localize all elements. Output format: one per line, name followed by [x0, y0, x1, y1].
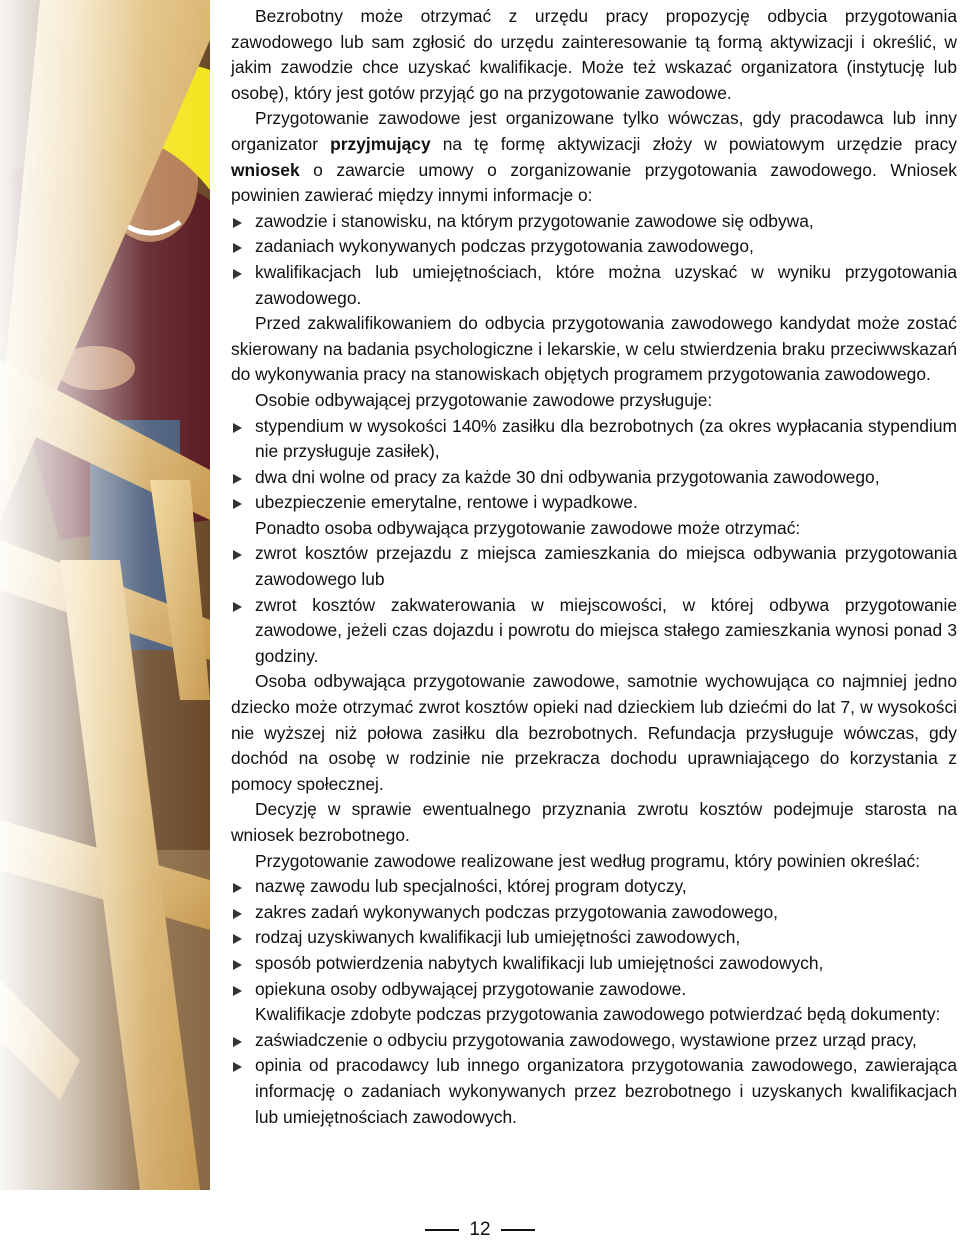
- list-item: zawodzie i stanowisku, na którym przygotowanie zawodowe się odbywa,: [231, 209, 957, 235]
- list-item: zwrot kosztów przejazdu z miejsca zamieszkania do miejsca odbywania przygotowania zawodowego lub: [231, 541, 957, 592]
- page-number: 12: [469, 1219, 491, 1240]
- list-item: sposób potwierdzenia nabytych kwalifikacji lub umiejętności zawodowych,: [231, 951, 957, 977]
- dash-decoration: [425, 1229, 459, 1231]
- list-item: nazwę zawodu lub specjalności, której program dotyczy,: [231, 874, 957, 900]
- paragraph: Bezrobotny może otrzymać z urzędu pracy propozycję odbycia przygotowania zawodowego lub sam zgłosić do urzędu zainteresowanie tą formą aktywizacji i określić, w jakim zawodzie chce uzyskać kwalifikacje. Może też wskazać organizatora (instytucję lub osobę), który jest gotów przyjąć go na przygotowanie zawodowe.: [231, 6, 957, 103]
- list-item: dwa dni wolne od pracy za każde 30 dni odbywania przygotowania zawodowego,: [231, 465, 957, 491]
- list-item: zakres zadań wykonywanych podczas przygotowania zawodowego,: [231, 900, 957, 926]
- body-text: [231, 4, 957, 1130]
- paragraph: Decyzję w sprawie ewentualnego przyznania zwrotu kosztów podejmuje starosta na wniosek bezrobotnego.: [231, 799, 957, 845]
- bold-term: przyjmujący: [330, 133, 431, 154]
- list-item: ubezpieczenie emerytalne, rentowe i wypadkowe.: [231, 490, 957, 516]
- paragraph: Ponadto osoba odbywająca przygotowanie zawodowe może otrzymać:: [255, 517, 801, 538]
- page-footer: [0, 1218, 960, 1242]
- construction-worker-photo: [0, 0, 210, 1190]
- paragraph: Przygotowanie zawodowe jest organizowane tylko wówczas, gdy pracodawca lub inny organizator przyjmujący na tę formę aktywizacji złoży w powiatowym urzędzie pracy wniosek o zawarcie umowy o zorganizowanie przygotowania zawodowego. Wniosek powinien zawierać między innymi informacje o:: [231, 108, 958, 206]
- dash-decoration: [501, 1229, 535, 1231]
- list-item: zadaniach wykonywanych podczas przygotowania zawodowego,: [231, 234, 957, 260]
- paragraph: Kwalifikacje zdobyte podczas przygotowania zawodowego potwierdzać będą dokumenty:: [255, 1004, 941, 1025]
- paragraph: Osobie odbywającej przygotowanie zawodowe przysługuje:: [255, 389, 713, 410]
- bold-term: wniosek: [231, 159, 300, 180]
- paragraph: Przygotowanie zawodowe realizowane jest według programu, który powinien określać:: [255, 850, 921, 871]
- list-item: opiekuna osoby odbywającej przygotowanie zawodowe.: [231, 977, 957, 1003]
- list-item: rodzaj uzyskiwanych kwalifikacji lub umiejętności zawodowych,: [231, 925, 957, 951]
- list-item: opinia od pracodawcy lub innego organizatora przygotowania zawodowego, zawierająca informację o zadaniach wykonywanych przez bezrobotnego i uzyskanych kwalifikacjach lub umiejętnościach zawodowych.: [231, 1053, 957, 1130]
- list-item: kwalifikacjach lub umiejętnościach, które można uzyskać w wyniku przygotowania zawodowego.: [231, 260, 957, 311]
- list-item: zaświadczenie o odbyciu przygotowania zawodowego, wystawione przez urząd pracy,: [231, 1028, 957, 1054]
- list-item: stypendium w wysokości 140% zasiłku dla bezrobotnych (za okres wypłacania stypendium nie przysługuje zasiłek),: [231, 414, 957, 465]
- paragraph: Osoba odbywająca przygotowanie zawodowe, samotnie wychowująca co najmniej jedno dziecko może otrzymać zwrot kosztów opieki nad dzieckiem lub dziećmi do lat 7, w wysokości nie wyższej niż połowa zasiłku dla bezrobotnych. Refundacja przysługuje wówczas, gdy dochód na osobę w rodzinie nie przekracza dochodu uprawniającego do korzystania z pomocy społecznej.: [231, 671, 957, 794]
- list-item: zwrot kosztów zakwaterowania w miejscowości, w której odbywa przygotowanie zawodowe, jeżeli czas dojazdu i powrotu do miejsca stałego zamieszkania wynosi ponad 3 godziny.: [231, 593, 957, 670]
- paragraph: Przed zakwalifikowaniem do odbycia przygotowania zawodowego kandydat może zostać skierowany na badania psychologiczne i lekarskie, w celu stwierdzenia braku przeciwwskazań do wykonywania pracy na stanowiskach objętych programem przygotowania zawodowego.: [231, 313, 957, 385]
